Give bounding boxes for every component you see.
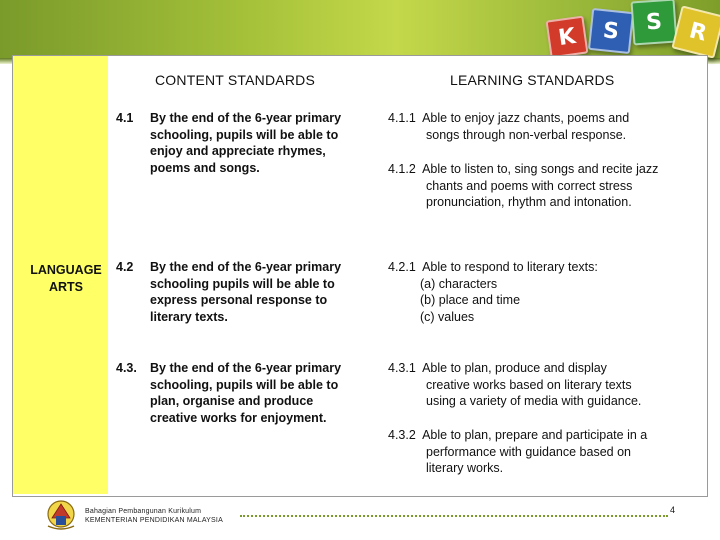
learning-line: songs through non-verbal response. [426, 127, 627, 142]
learning-line: chants and poems with correct stress [426, 178, 633, 193]
content-line: schooling, pupils will be able to [150, 377, 339, 392]
content-line: schooling, pupils will be able to [150, 127, 339, 142]
learning-standard [388, 427, 647, 477]
content-standards-header: CONTENT STANDARDS [155, 72, 316, 88]
content-line: poems and songs. [150, 160, 260, 175]
sidebar-label [18, 262, 114, 295]
learning-code: 4.3.2 [388, 428, 416, 442]
footer-divider [240, 515, 668, 517]
logo-cube-s1: S [588, 8, 634, 54]
standard-number: 4.3. [116, 361, 137, 375]
learning-code: 4.2.1 [388, 260, 416, 274]
learning-line: Able to listen to, sing songs and recite jazz [422, 162, 659, 176]
content-line: schooling pupils will be able to [150, 276, 335, 291]
learning-line: using a variety of media with guidance. [426, 394, 642, 409]
learning-line: Able to plan, prepare and participate in a [422, 428, 648, 442]
standard-number: 4.1 [116, 111, 134, 125]
content-standard [150, 259, 341, 325]
learning-code: 4.3.1 [388, 361, 416, 375]
content-standard [150, 360, 341, 426]
footer-line: Bahagian Pembangunan Kurikulum [85, 508, 202, 515]
footer-line: KEMENTERIAN PENDIDIKAN MALAYSIA [85, 517, 223, 524]
learning-line: (b) place and time [420, 293, 521, 308]
content-line: By the end of the 6-year primary [150, 361, 342, 375]
content-line: literary texts. [150, 309, 228, 324]
learning-line: (a) characters [420, 276, 498, 291]
learning-line: (c) values [420, 309, 475, 324]
logo-cube-k: K [546, 16, 589, 59]
ministry-crest-icon [44, 498, 78, 532]
learning-line: performance with guidance based on [426, 444, 631, 459]
logo-cube-s2: S [631, 0, 678, 45]
content-line: plan, organise and produce [150, 394, 314, 409]
learning-standard [388, 110, 629, 143]
standard-number: 4.2 [116, 260, 134, 274]
learning-standards-header: LEARNING STANDARDS [450, 72, 615, 88]
learning-line: literary works. [426, 461, 504, 476]
content-line: enjoy and appreciate rhymes, [150, 144, 326, 159]
content-line: express personal response to [150, 293, 328, 308]
logo-cube-r: R [671, 5, 720, 58]
sidebar-label-line: ARTS [48, 279, 84, 294]
sidebar-label-line: LANGUAGE [30, 263, 102, 277]
page-number: 4 [670, 505, 676, 515]
learning-line: pronunciation, rhythm and intonation. [426, 195, 632, 210]
footer-text [85, 507, 223, 525]
learning-code: 4.1.2 [388, 162, 416, 176]
learning-standard [388, 360, 641, 410]
learning-line: Able to enjoy jazz chants, poems and [422, 111, 630, 125]
learning-line: creative works based on literary texts [426, 377, 632, 392]
content-standard [150, 110, 341, 176]
learning-line: Able to plan, produce and display [422, 361, 607, 375]
learning-code: 4.1.1 [388, 111, 416, 125]
learning-standard [388, 161, 658, 211]
content-line: By the end of the 6-year primary [150, 111, 342, 125]
learning-standard [388, 259, 598, 325]
content-line: By the end of the 6-year primary [150, 260, 342, 274]
content-line: creative works for enjoyment. [150, 410, 327, 425]
learning-line: Able to respond to literary texts: [422, 260, 598, 274]
